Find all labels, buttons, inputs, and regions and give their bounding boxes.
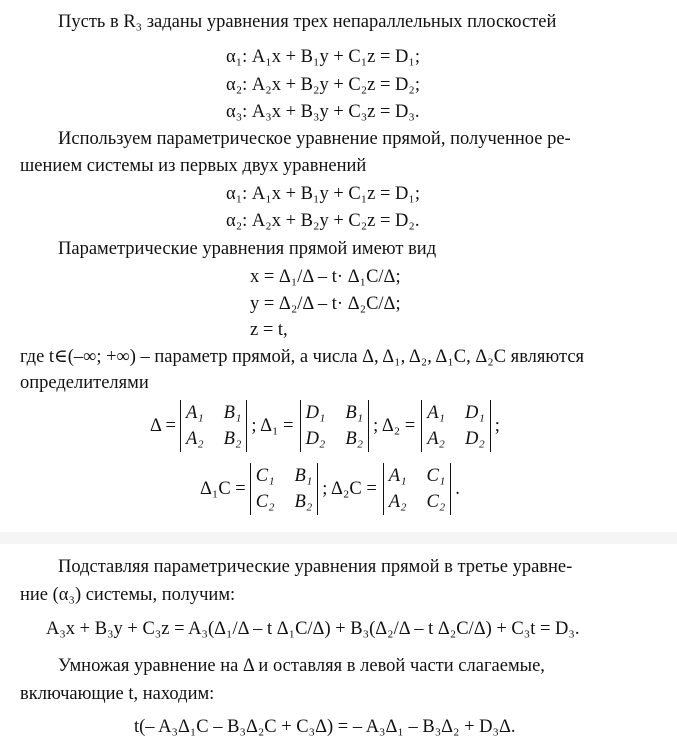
matrix-cell: B₂ bbox=[294, 492, 313, 512]
para2-line1: Используем параметрическое уравнение прямой, полученное ре- bbox=[58, 129, 571, 149]
row1-end: ; bbox=[494, 415, 500, 436]
para3-text: Параметрические уравнения прямой имеют вид bbox=[58, 239, 437, 259]
intro-text: Пусть в R₃ заданы уравнения трех непараллельных плоскостей bbox=[58, 12, 557, 32]
param-eq-y: y = Δ₂/Δ – t· Δ₂C/Δ; bbox=[250, 294, 401, 314]
matrix-cell: B₁ bbox=[223, 403, 242, 423]
matrix-cell: A₂ bbox=[185, 429, 204, 449]
para4-line1: где t∈(–∞; +∞) – параметр прямой, а числа Δ, Δ₁, Δ₂, Δ₁C, Δ₂C являются bbox=[20, 347, 585, 367]
plane-eq-1: α₁: A₁x + B₁y + C₁z = D₁; bbox=[226, 47, 421, 67]
matrix-cell: A₂ bbox=[388, 492, 407, 512]
matrix-cell: C₂ bbox=[255, 492, 275, 512]
matrix-delta2c bbox=[383, 463, 452, 515]
matrix-delta bbox=[180, 400, 247, 452]
param-eq-z: z = t, bbox=[250, 320, 288, 340]
matrix-cell: D₁ bbox=[305, 403, 326, 423]
matrix-cell: A₁ bbox=[185, 403, 204, 423]
matrix-cell: D₂ bbox=[464, 429, 485, 449]
delta2c-label: ; Δ₂C = bbox=[322, 478, 377, 499]
param-eq-x: x = Δ₁/Δ – t· Δ₁C/Δ; bbox=[250, 267, 401, 287]
matrix-delta1c bbox=[250, 463, 319, 515]
determinant-row-1 bbox=[146, 400, 504, 452]
delta2-label: ; Δ₂ = bbox=[373, 415, 416, 436]
matrix-delta1 bbox=[300, 400, 370, 452]
matrix-delta2 bbox=[421, 400, 491, 452]
plane2-eq-2: α₂: A₂x + B₂y + C₂z = D₂. bbox=[226, 211, 420, 231]
matrix-cell: B₁ bbox=[345, 403, 364, 423]
matrix-cell: C₁ bbox=[426, 466, 446, 486]
row2-end: . bbox=[455, 478, 460, 499]
final-equation: t(– A₃Δ₁C – B₃Δ₂C + C₃Δ) = – A₃Δ₁ – B₃Δ₂ + D₃Δ. bbox=[134, 717, 516, 737]
matrix-cell: C₁ bbox=[255, 466, 275, 486]
para5-line2: ние (α₃) системы, получим: bbox=[20, 585, 236, 605]
scan-gap bbox=[0, 532, 677, 544]
matrix-cell: B₂ bbox=[345, 429, 364, 449]
para4-line2: определителями bbox=[20, 373, 149, 393]
para5-line1: Подставляя параметрические уравнения прямой в третье уравне- bbox=[58, 557, 573, 577]
delta1-label: ; Δ₁ = bbox=[251, 415, 294, 436]
plane2-eq-1: α₁: A₁x + B₁y + C₁z = D₁; bbox=[226, 184, 421, 204]
matrix-cell: B₁ bbox=[294, 466, 313, 486]
delta1c-label: Δ₁C = bbox=[200, 478, 246, 499]
para2-line2: шением системы из первых двух уравнений bbox=[20, 156, 367, 176]
determinant-row-2 bbox=[196, 463, 464, 515]
para6-line2: включающие t, находим: bbox=[20, 684, 215, 704]
matrix-cell: D₂ bbox=[305, 429, 326, 449]
plane-eq-2: α₂: A₂x + B₂y + C₂z = D₂; bbox=[226, 75, 421, 95]
substitution-equation: A₃x + B₃y + C₃z = A₃(Δ₁/Δ – t Δ₁C/Δ) + B₃(Δ₂/Δ – t Δ₂C/Δ) + C₃t = D₃. bbox=[46, 619, 580, 639]
matrix-cell: C₂ bbox=[426, 492, 446, 512]
matrix-cell: B₂ bbox=[223, 429, 242, 449]
delta-label: Δ = bbox=[150, 415, 176, 436]
matrix-cell: A₂ bbox=[427, 429, 445, 449]
matrix-cell: A₁ bbox=[427, 403, 445, 423]
matrix-cell: D₁ bbox=[464, 403, 485, 423]
para6-line1: Умножая уравнение на Δ и оставляя в левой части слагаемые, bbox=[58, 656, 545, 676]
matrix-cell: A₁ bbox=[388, 466, 407, 486]
plane-eq-3: α₃: A₃x + B₃y + C₃z = D₃. bbox=[226, 102, 420, 122]
